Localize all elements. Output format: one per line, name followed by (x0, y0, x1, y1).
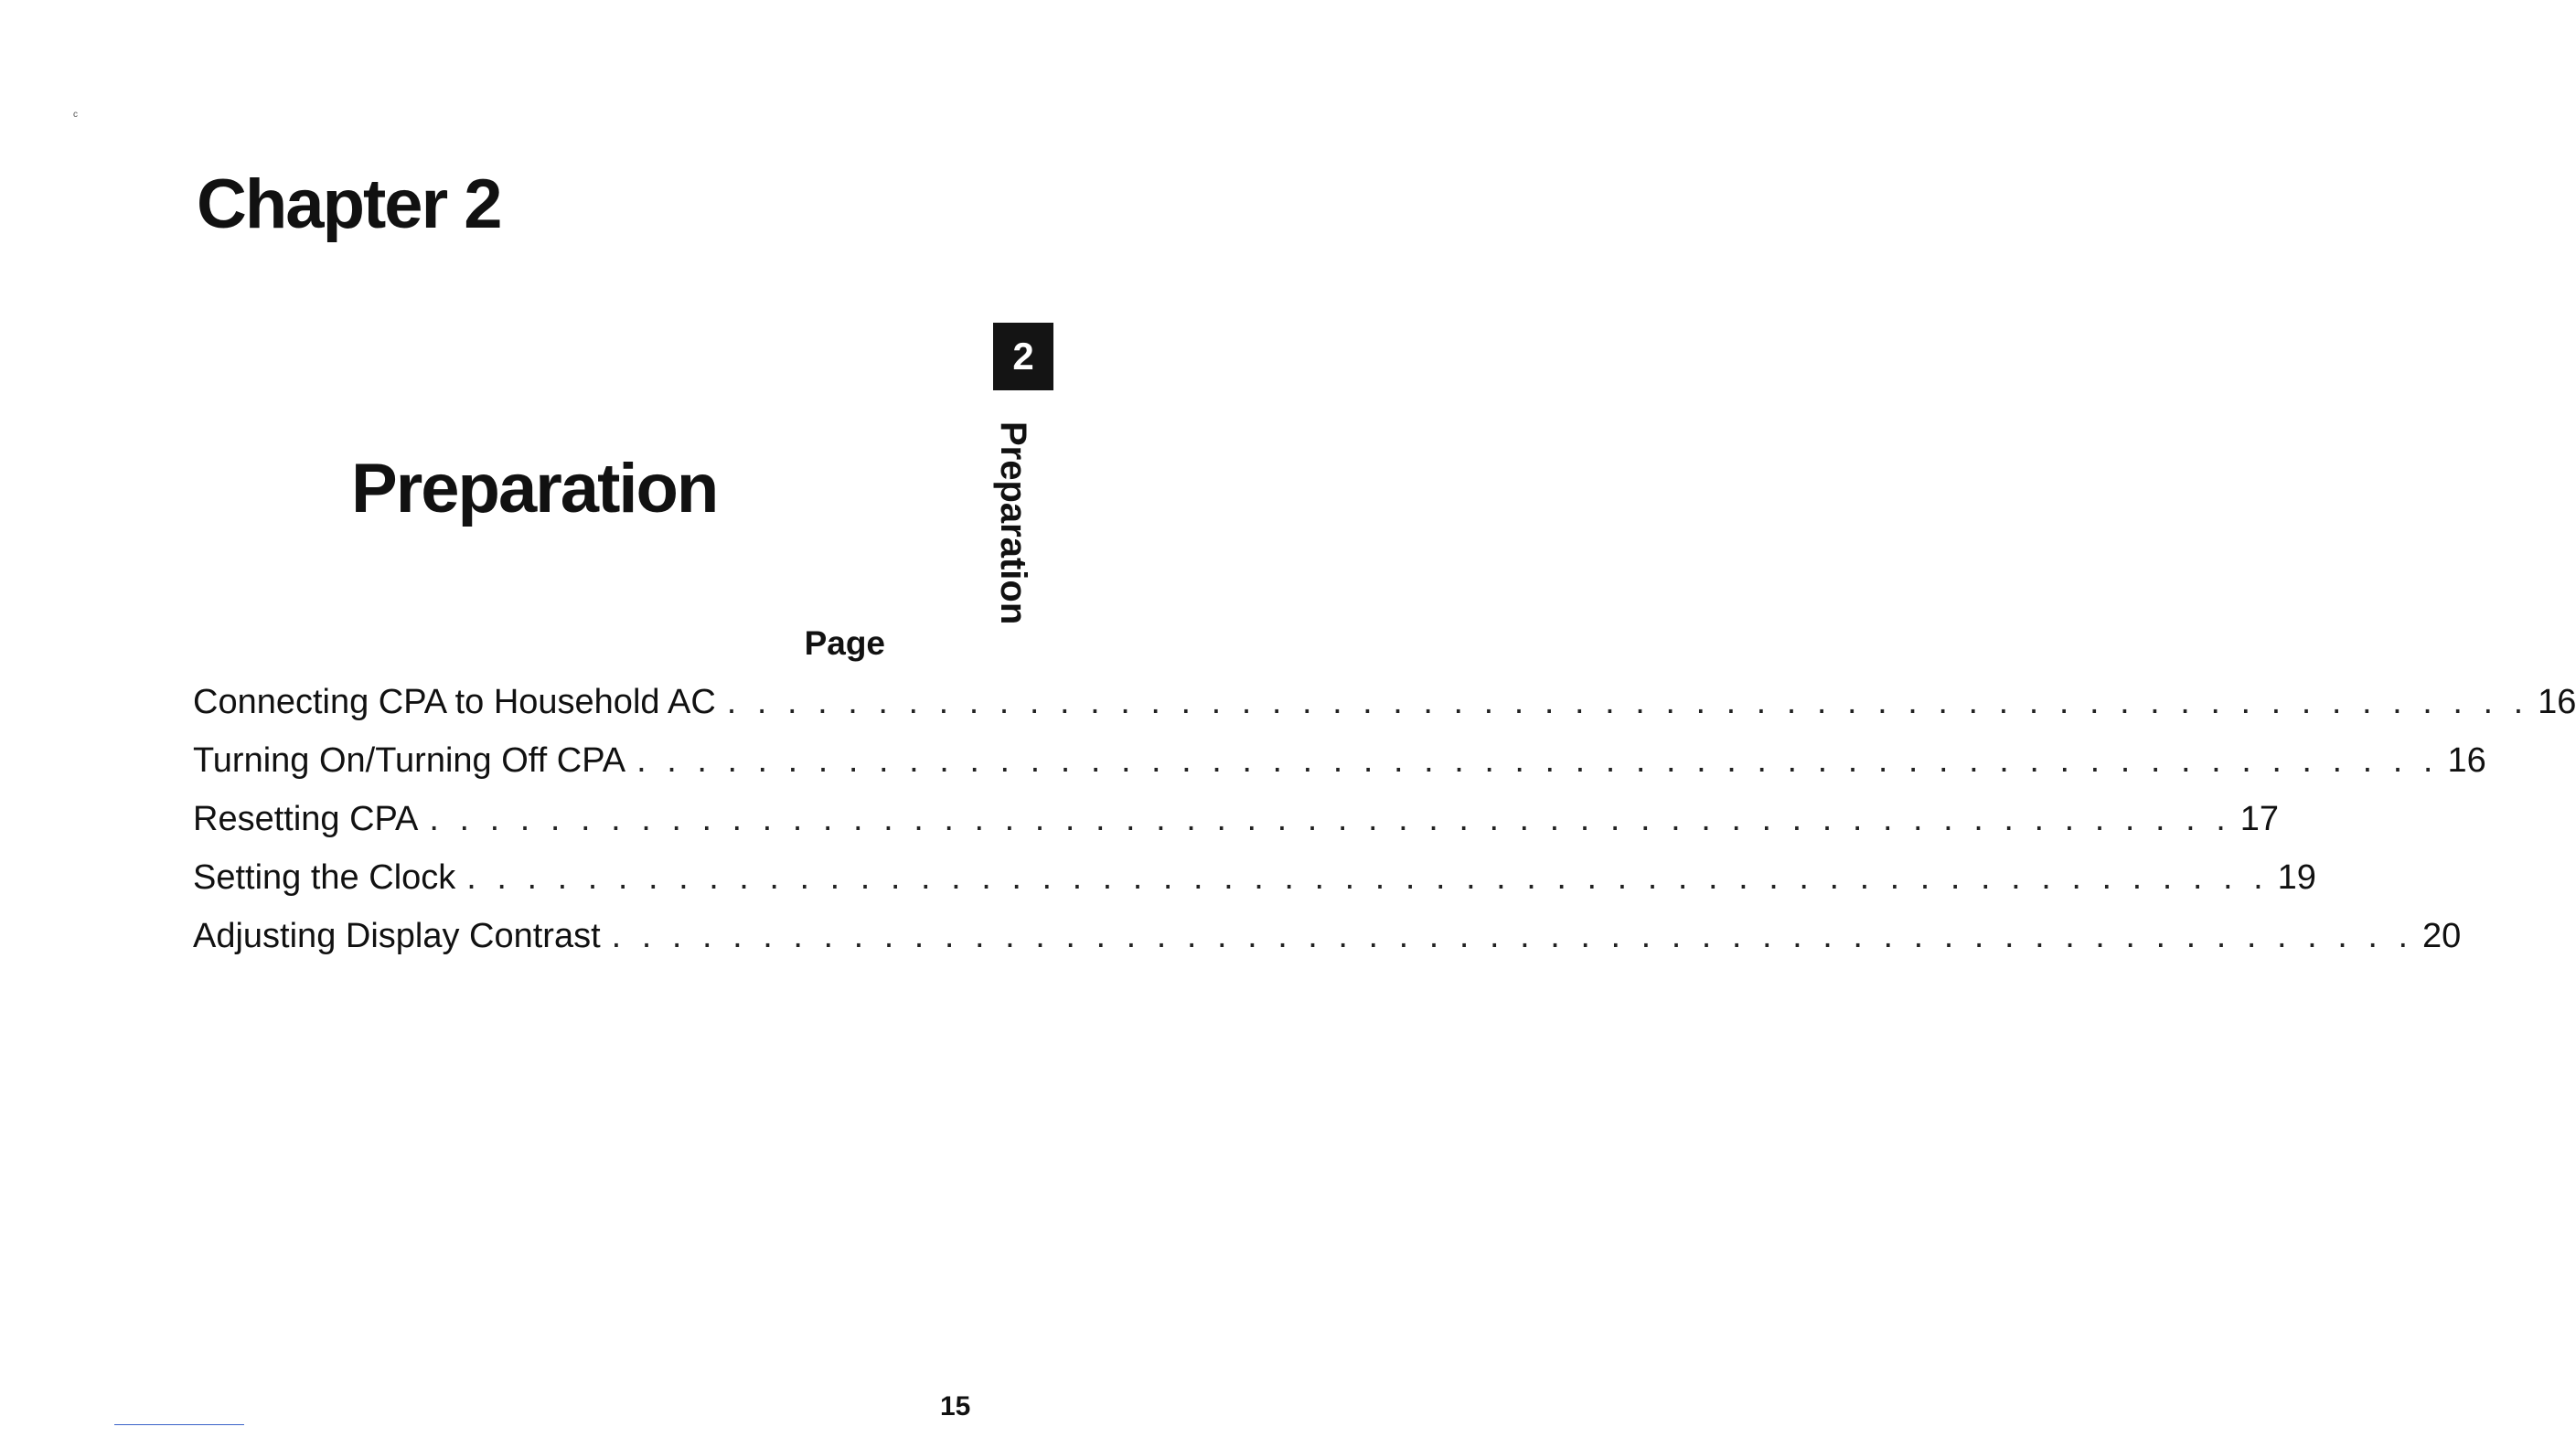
toc-entry-title: Setting the Clock (193, 858, 456, 897)
chapter-label: Chapter 2 (197, 165, 501, 243)
toc-entry-page: 17 (2239, 800, 2280, 838)
toc-entry (193, 916, 2462, 974)
page-number: 15 (940, 1391, 971, 1421)
toc-dot-leader: . . . . . . . . . . . . . . . . . . . . . . . . . . . . . . . . . . . . . . . . . . . . . . . . . . . . . . . . . . . . (611, 917, 2414, 955)
toc-entry (193, 799, 2280, 857)
toc-entry-page: 19 (2277, 858, 2316, 897)
toc-dot-leader: . . . . . . . . . . . . . . . . . . . . . . . . . . . . . . . . . . . . . . . . . . . . . . . . . . . . . . . . . . . . (636, 741, 2439, 780)
toc-entry (193, 857, 2316, 916)
toc-dot-leader: . . . . . . . . . . . . . . . . . . . . . . . . . . . . . . . . . . . . . . . . . . . . . . . . . . . . . . . . . . . . (466, 858, 2269, 897)
toc-entry (193, 740, 2486, 799)
chapter-tab-number: 2 (1012, 335, 1034, 378)
corner-mark: c (73, 110, 78, 120)
toc-dot-leader: . . . . . . . . . . . . . . . . . . . . . . . . . . . . . . . . . . . . . . . . . . . . . . . . . . . . . . . . . . . . (429, 800, 2231, 838)
chapter-tab (993, 323, 1053, 390)
toc-dot-leader: . . . . . . . . . . . . . . . . . . . . . . . . . . . . . . . . . . . . . . . . . . . . . . . . . . . . . . . . . . . . (726, 683, 2529, 721)
bottom-rule (114, 1424, 244, 1425)
toc-page-header: Page (804, 624, 885, 662)
chapter-title: Preparation (351, 450, 718, 527)
toc-entry-title: Turning On/Turning Off CPA (193, 741, 626, 780)
toc-entry-page: 16 (2447, 741, 2486, 780)
chapter-tab-label: Preparation (993, 421, 1033, 625)
toc-entry-page: 20 (2422, 917, 2462, 955)
table-of-contents (193, 623, 2576, 974)
toc-entry-title: Resetting CPA (193, 800, 419, 838)
toc-entry (193, 682, 2576, 740)
toc-entry-page: 16 (2538, 683, 2576, 721)
toc-entry-title: Connecting CPA to Household AC (193, 683, 716, 721)
toc-entry-title: Adjusting Display Contrast (193, 917, 601, 955)
